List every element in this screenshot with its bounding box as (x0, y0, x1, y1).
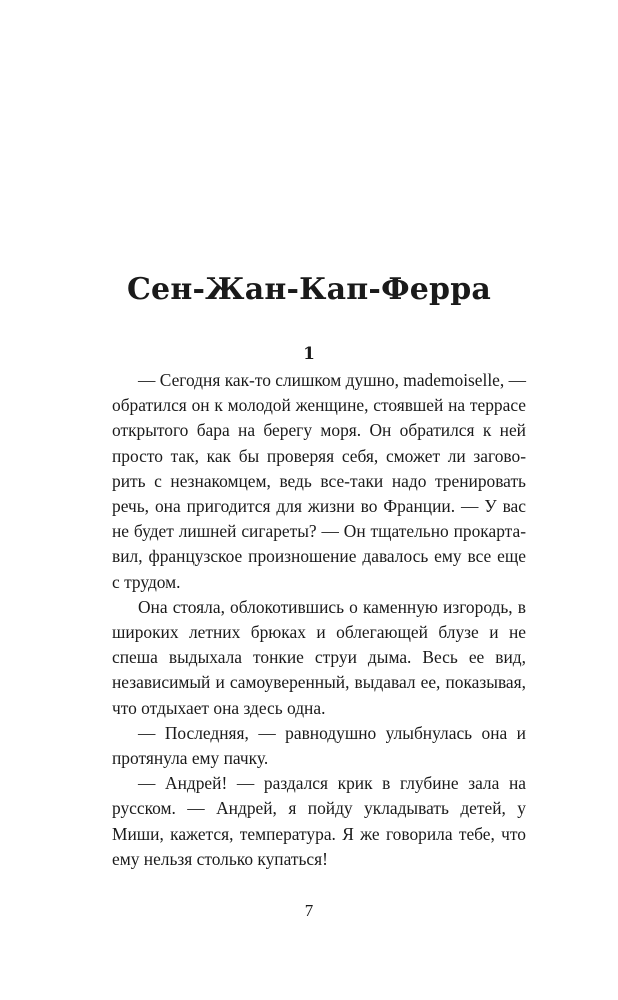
page-number: 7 (304, 901, 314, 920)
paragraph: — Андрей! — раздался крик в глубине зала на русском. — Андрей, я пойду укладывать детей, у Миши, кажется, температура. Я же говорила тебе, что ему нельзя столько купаться! (112, 773, 526, 869)
paragraph: Она стояла, облокотившись о каменную изгородь, в широких летних брюках и облегающей блузе и не спеша выдыхала тонкие струи дыма. Весь ее вид, независимый и самоуверенный, выдавал ее, показывая, что отдыхает она здесь одна. (112, 596, 526, 718)
paragraph: — Сегодня как-то слишком душно, mademoiselle, — обратился он к молодой женщине, стоявшей на террасе открытого бара на берегу моря. Он обратился к ней просто так, как бы проверяя себя, сможет ли заговорить с незнакомцем, ведь все-таки надо тренировать речь, она пригодится для жизни во Франции. — У вас не будет лишней сигареты? — Он тщательно прокартавил, французское произношение давалось ему все еще с трудом. (112, 370, 526, 592)
body-text (112, 368, 526, 872)
section-number: 1 (303, 344, 315, 364)
chapter-title: Сен-Жан-Кап-Ферра (126, 272, 492, 307)
paragraph: — Последняя, — равнодушно улыбнулась она и протянула ему пачку. (112, 722, 526, 769)
